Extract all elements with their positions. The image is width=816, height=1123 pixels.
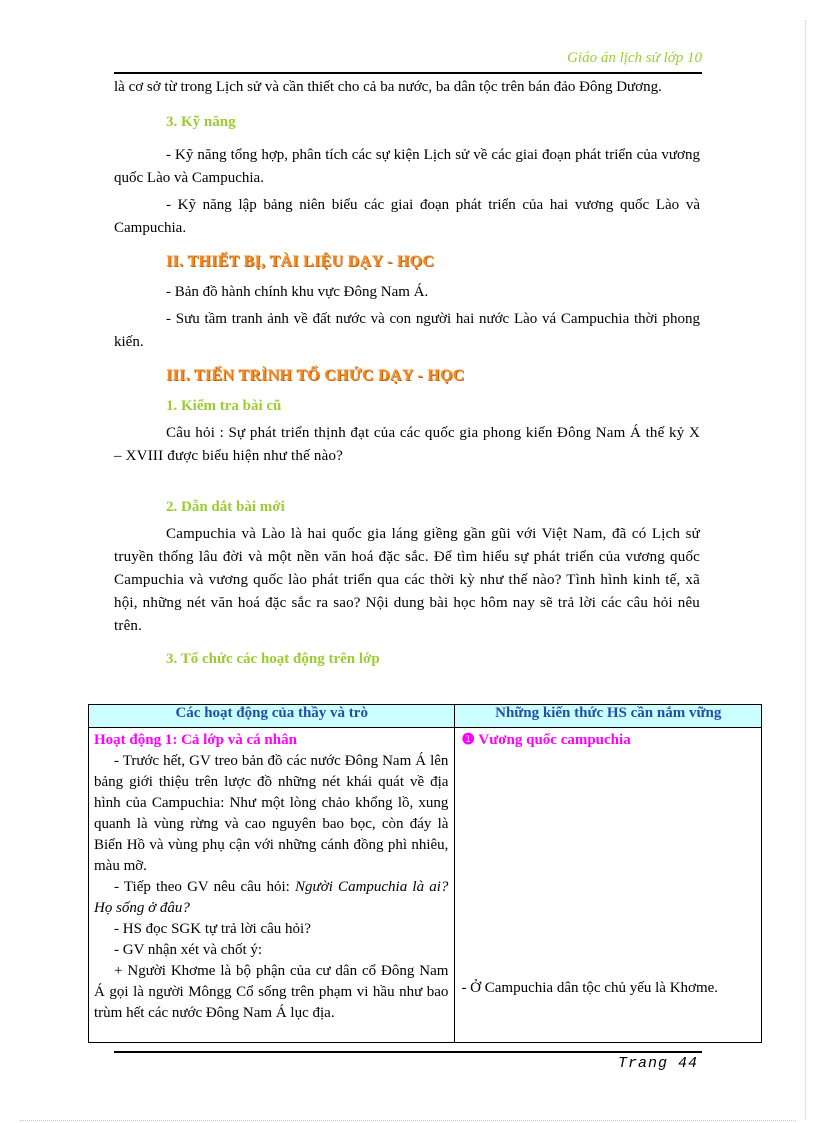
equipment-heading: II. THIẾT BỊ, TÀI LIỆU DẠY - HỌC	[166, 253, 435, 270]
skills-item: - Kỹ năng tổng hợp, phân tích các sự kiện Lịch sử về các giai đoạn phát triển của vương quốc Lào và Campuchia.	[114, 147, 700, 186]
table-header-row	[89, 705, 762, 728]
page-border-bottom	[20, 1120, 796, 1121]
process-heading: III. TIẾN TRÌNH TỔ CHỨC DẠY - HỌC	[166, 367, 465, 384]
activity-paragraph: - HS đọc SGK tự trả lời câu hỏi?	[114, 921, 311, 937]
organize-heading: 3. Tổ chức các hoạt động trên lớp	[166, 651, 380, 667]
header-title: Giáo án lịch sử lớp 10	[567, 50, 702, 66]
activity-paragraph	[94, 877, 448, 919]
activity-title: Hoạt động 1: Cả lớp và cá nhân	[94, 732, 297, 748]
col-knowledge-header: Những kiến thức HS cần nắm vững	[455, 705, 762, 728]
activity-question-prefix: - Tiếp theo GV nêu câu hỏi:	[114, 879, 296, 895]
activity-paragraph: - Trước hết, GV treo bản đồ các nước Đông Nam Á lên bảng giới thiệu trên lược đồ những nét khái quát về địa hình của Campuchia: Như một lòng chảo khổng lồ, xung quanh là vùng rừng và cao nguyên bao bọc, còn đáy là Biển Hồ và vùng phụ cận với những cánh đồng phì nhiêu, màu mỡ.	[94, 753, 449, 874]
activity-paragraph: + Người Khơme là bộ phận của cư dân cổ Đông Nam Á gọi là người Môngg Cổ sống trên phạm vi hầu như bao trùm hết các nước Đông Nam Á lục địa.	[94, 963, 449, 1021]
intro-continuation: là cơ sở từ trong Lịch sử và cần thiết cho cả ba nước, ba dân tộc trên bán đảo Đông Dương.	[114, 79, 662, 95]
col-activities-header: Các hoạt động của thầy và trò	[89, 705, 455, 728]
check-question: Câu hỏi : Sự phát triển thịnh đạt của các quốc gia phong kiến Đông Nam Á thế kỷ X – XVIII được biểu hiện như thế nào?	[114, 425, 700, 464]
activity-paragraph: - GV nhận xét và chốt ý:	[114, 942, 263, 958]
equipment-item: - Bản đồ hành chính khu vực Đông Nam Á.	[166, 284, 429, 300]
activity-question: Người Campuchia là ai? Họ sống ở đâu?	[94, 879, 449, 916]
knowledge-cell	[455, 728, 762, 1043]
activities-cell	[89, 728, 455, 1043]
skills-item: - Kỹ năng lập bảng niên biểu các giai đoạn phát triển của hai vương quốc Lào và Campuchia.	[114, 197, 700, 236]
lead-text: Campuchia và Lào là hai quốc gia láng giềng gần gũi với Việt Nam, đã có Lịch sử truyền thống lâu đời và một nền văn hoá đặc sắc. Để tìm hiểu sự phát triển của vương quốc Campuchia và vương quốc lào phát triển qua các thời kỳ như thế nào? Tình hình kinh tế, xã hội, những nét văn hoá đặc sắc ra sao? Nội dung bài học hôm nay sẽ trả lời các câu hỏi nêu trên.	[114, 526, 700, 634]
page-border-right	[805, 20, 806, 1120]
page-content	[114, 76, 700, 675]
table-row	[89, 728, 762, 1043]
header-rule	[114, 72, 702, 74]
knowledge-title: ❶ Vương quốc campuchia	[461, 732, 631, 748]
page-number: Trang 44	[617, 1055, 698, 1072]
knowledge-paragraph: - Ở Campuchia dân tộc chủ yếu là Khơme.	[461, 980, 719, 996]
skills-heading: 3. Kỹ năng	[166, 114, 236, 130]
equipment-item: - Sưu tầm tranh ảnh về đất nước và con người hai nước Lào vá Campuchia thời phong kiến.	[114, 311, 700, 350]
lesson-table	[88, 704, 762, 1043]
check-heading: 1. Kiểm tra bài cũ	[166, 398, 282, 414]
lead-heading: 2. Dẫn dắt bài mới	[166, 499, 285, 515]
footer-rule	[114, 1051, 702, 1053]
